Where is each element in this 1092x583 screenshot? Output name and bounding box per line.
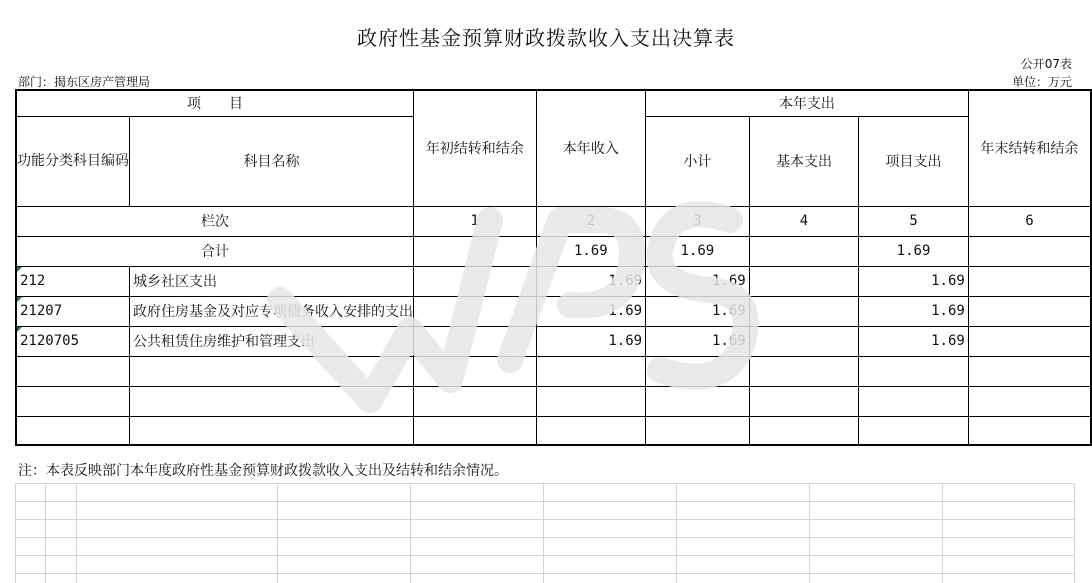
- total-subtotal: 1.69: [646, 236, 750, 266]
- header-end-balance: 年末结转和结余: [968, 90, 1091, 206]
- total-label: 合计: [16, 236, 414, 266]
- table-row: [16, 296, 1091, 326]
- column-number-row: [16, 206, 1091, 236]
- row-begin: [414, 266, 537, 296]
- row-end: [968, 266, 1091, 296]
- row-subtotal: 1.69: [646, 326, 750, 356]
- empty-row: [16, 386, 1091, 416]
- header-subject-name: 科目名称: [130, 116, 414, 206]
- total-end: [968, 236, 1091, 266]
- header-item: 项 目: [16, 90, 414, 116]
- total-income: 1.69: [536, 236, 646, 266]
- row-basic: [749, 296, 859, 326]
- col-num-4: 4: [749, 206, 859, 236]
- total-project: 1.69: [859, 236, 969, 266]
- col-row-label: 栏次: [16, 206, 414, 236]
- footnote: 注：本表反映部门本年度政府性基金预算财政拨款收入支出及结转和结余情况。: [18, 463, 508, 479]
- row-basic: [749, 266, 859, 296]
- col-num-1: 1: [414, 206, 537, 236]
- header-basic-expense: 基本支出: [749, 116, 859, 206]
- page-title: 政府性基金预算财政拨款收入支出决算表: [357, 26, 735, 50]
- row-code: 2120705: [16, 326, 130, 356]
- total-row: [16, 236, 1091, 266]
- row-basic: [749, 326, 859, 356]
- budget-table: [15, 89, 1092, 446]
- table-row: [16, 266, 1091, 296]
- header-current-income: 本年收入: [536, 90, 646, 206]
- row-name: 城乡社区支出: [130, 266, 414, 296]
- col-num-5: 5: [859, 206, 969, 236]
- row-subtotal: 1.69: [646, 296, 750, 326]
- total-begin: [414, 236, 537, 266]
- row-project: 1.69: [859, 266, 969, 296]
- row-income: 1.69: [536, 266, 646, 296]
- form-number: 公开07表: [1020, 57, 1072, 71]
- col-num-2: 2: [536, 206, 646, 236]
- row-project: 1.69: [859, 326, 969, 356]
- header-project-expense: 项目支出: [859, 116, 969, 206]
- header-begin-balance: 年初结转和结余: [414, 90, 537, 206]
- row-project: 1.69: [859, 296, 969, 326]
- row-name: 政府住房基金及对应专项债务收入安排的支出: [130, 296, 414, 326]
- row-begin: [414, 326, 537, 356]
- header-current-year-expense: 本年支出: [646, 90, 969, 116]
- row-income: 1.69: [536, 296, 646, 326]
- unit-label: 单位：万元: [1011, 75, 1072, 89]
- empty-row: [16, 356, 1091, 386]
- row-code: 212: [16, 266, 130, 296]
- spreadsheet-grid: [15, 483, 1074, 583]
- row-begin: [414, 296, 537, 326]
- col-num-3: 3: [646, 206, 750, 236]
- row-income: 1.69: [536, 326, 646, 356]
- table-row: [16, 326, 1091, 356]
- col-num-6: 6: [968, 206, 1091, 236]
- row-subtotal: 1.69: [646, 266, 750, 296]
- header-subtotal: 小计: [646, 116, 750, 206]
- row-end: [968, 326, 1091, 356]
- empty-row: [16, 416, 1091, 445]
- row-name: 公共租赁住房维护和管理支出: [130, 326, 414, 356]
- row-end: [968, 296, 1091, 326]
- total-basic: [749, 236, 859, 266]
- department-label: 部门：揭东区房产管理局: [18, 75, 151, 89]
- header-func-code: 功能分类科目编码: [16, 116, 130, 206]
- row-code: 21207: [16, 296, 130, 326]
